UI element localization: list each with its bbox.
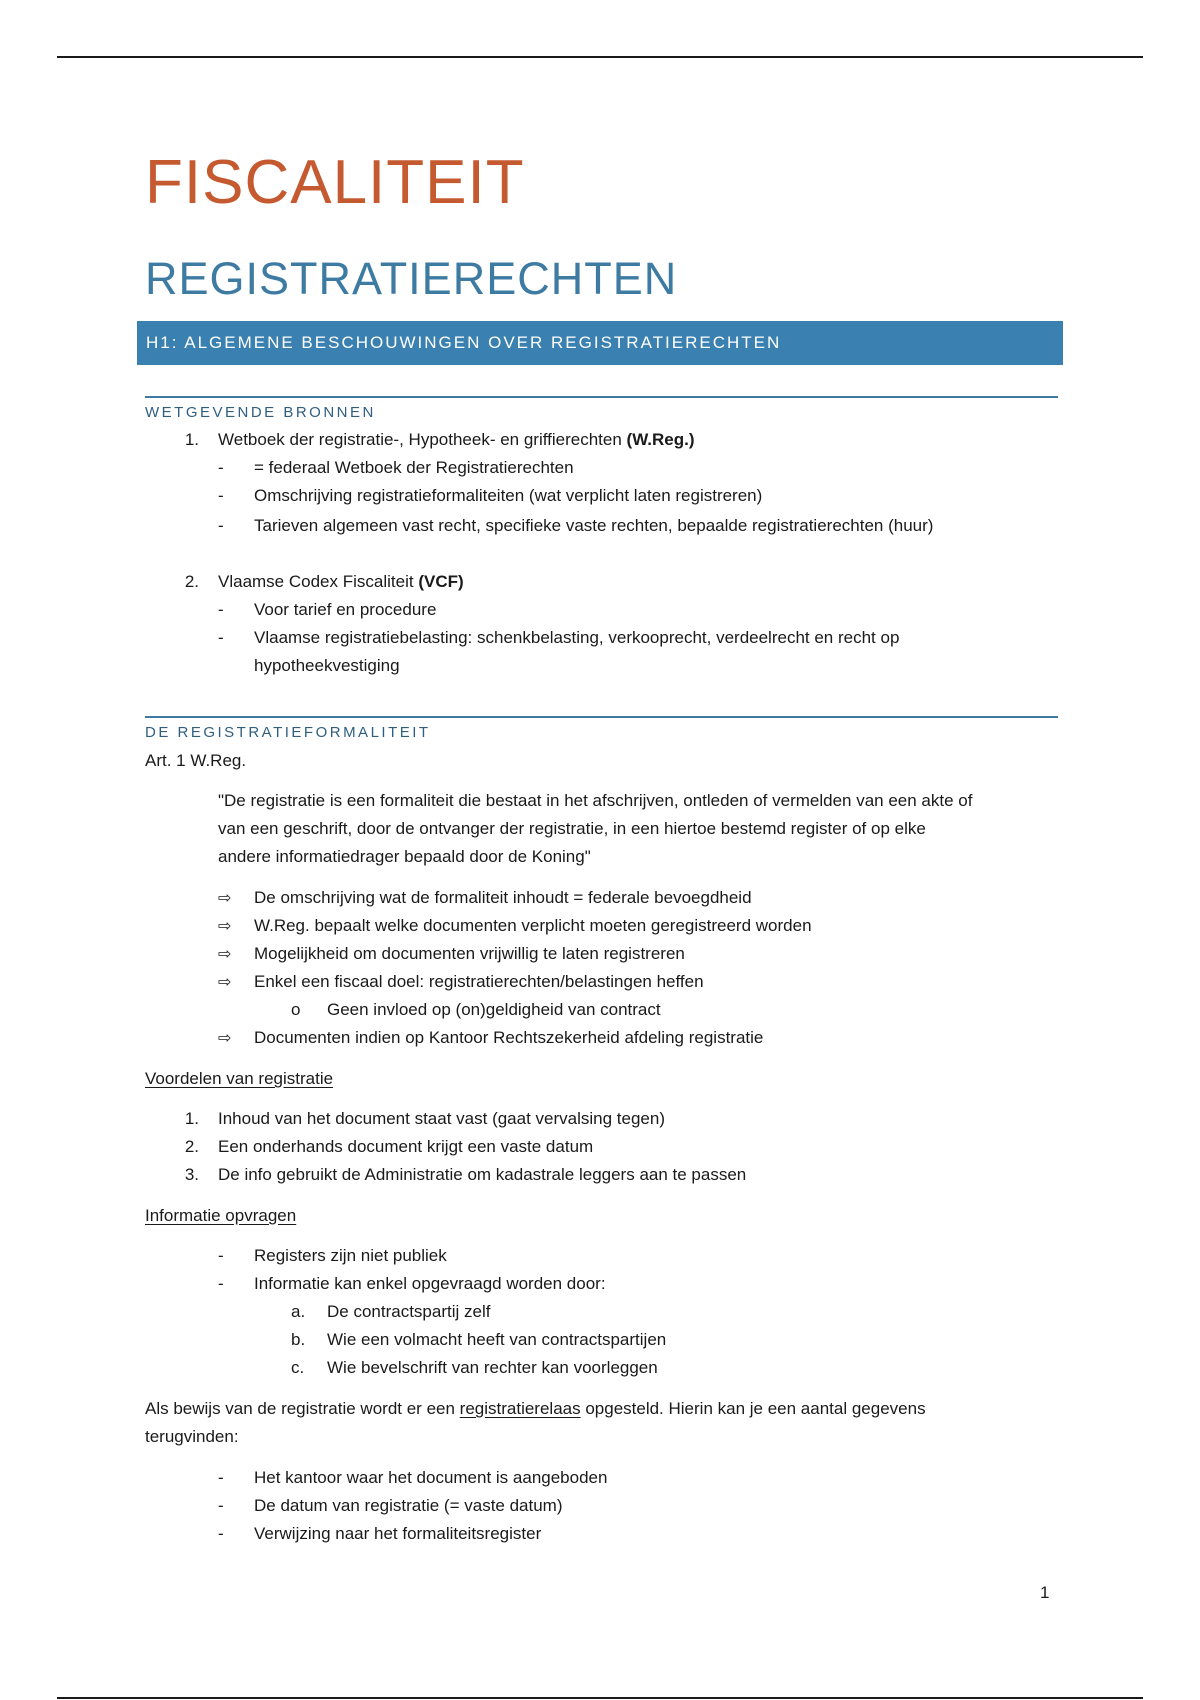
arrow-icon: ⇨ bbox=[218, 918, 232, 935]
dash-bullet-icon: - bbox=[218, 628, 224, 647]
arrow-text: De omschrijving wat de formaliteit inhoudt = federale bevoegdheid bbox=[254, 888, 752, 907]
list-item-text: De info gebruikt de Administratie om kadastrale leggers aan te passen bbox=[218, 1165, 747, 1184]
quote-line: "De registratie is een formaliteit die bestaat in het afschrijven, ontleden of vermelden van een akte of bbox=[218, 791, 973, 810]
source-name: Vlaamse Codex Fiscaliteit bbox=[218, 572, 419, 591]
list-number: 3. bbox=[184, 1165, 199, 1184]
source-abbreviation: (W.Reg.) bbox=[626, 430, 695, 449]
lettered-text: Wie bevelschrift van rechter kan voorleggen bbox=[327, 1358, 658, 1377]
dash-bullet-icon: - bbox=[218, 516, 224, 535]
document-title: FISCALITEIT bbox=[145, 148, 525, 217]
source-name: Wetboek der registratie-, Hypotheek- en griffierechten bbox=[218, 430, 627, 449]
arrow-icon: ⇨ bbox=[218, 946, 232, 963]
arrow-text: W.Reg. bepaalt welke documenten verplicht moeten geregistreerd worden bbox=[254, 916, 812, 935]
bullet-text: hypotheekvestiging bbox=[254, 656, 400, 675]
paragraph-line: terugvinden: bbox=[145, 1427, 239, 1446]
arrow-text: Documenten indien op Kantoor Rechtszekerheid afdeling registratie bbox=[254, 1028, 764, 1047]
circle-bullet-icon: o bbox=[291, 1000, 301, 1019]
bullet-text: Vlaamse registratiebelasting: schenkbelasting, verkooprecht, verdeelrecht en recht op bbox=[254, 628, 900, 647]
arrow-icon: ⇨ bbox=[218, 890, 232, 907]
list-number: 2. bbox=[184, 572, 199, 591]
page-top-rule bbox=[57, 56, 1143, 58]
quote-line: andere informatiedrager bepaald door de Koning" bbox=[218, 847, 591, 866]
bullet-text: De datum van registratie (= vaste datum) bbox=[254, 1496, 563, 1515]
registratierelaas-term: registratierelaas bbox=[459, 1399, 581, 1418]
source-abbreviation: (VCF) bbox=[418, 572, 464, 591]
subheading-voordelen: Voordelen van registratie bbox=[145, 1069, 334, 1088]
document-subtitle: REGISTRATIERECHTEN bbox=[145, 253, 678, 304]
dash-bullet-icon: - bbox=[218, 1246, 224, 1265]
bullet-text: Registers zijn niet publiek bbox=[254, 1246, 447, 1265]
dash-bullet-icon: - bbox=[218, 1468, 224, 1487]
list-item-text: Inhoud van het document staat vast (gaat vervalsing tegen) bbox=[218, 1109, 665, 1128]
paragraph-text: opgesteld. Hierin kan je een aantal gegevens bbox=[580, 1399, 926, 1418]
arrow-icon: ⇨ bbox=[218, 974, 232, 991]
paragraph-line bbox=[145, 1399, 926, 1419]
article-reference: Art. 1 W.Reg. bbox=[145, 751, 247, 770]
arrow-icon: ⇨ bbox=[218, 1030, 232, 1047]
dash-bullet-icon: - bbox=[218, 486, 224, 505]
list-letter: c. bbox=[291, 1358, 305, 1377]
paragraph-text: Als bewijs van de registratie wordt er een bbox=[145, 1399, 460, 1418]
list-item-text bbox=[218, 430, 695, 450]
sub-bullet-text: Geen invloed op (on)geldigheid van contract bbox=[327, 1000, 661, 1019]
arrow-text: Enkel een fiscaal doel: registratierechten/belastingen heffen bbox=[254, 972, 704, 991]
quote-line: van een geschrift, door de ontvanger der registratie, in een hiertoe bestemd register of op elke bbox=[218, 819, 926, 838]
lettered-text: Wie een volmacht heeft van contractspartijen bbox=[327, 1330, 667, 1349]
dash-bullet-icon: - bbox=[218, 1274, 224, 1293]
bullet-text: Tarieven algemeen vast recht, specifieke vaste rechten, bepaalde registratierechten (huur) bbox=[254, 516, 934, 535]
bullet-text: Informatie kan enkel opgevraagd worden door: bbox=[254, 1274, 606, 1293]
list-item-text: Een onderhands document krijgt een vaste datum bbox=[218, 1137, 594, 1156]
list-number: 1. bbox=[184, 1109, 199, 1128]
bullet-text: Voor tarief en procedure bbox=[254, 600, 437, 619]
subheading-informatie: Informatie opvragen bbox=[145, 1206, 297, 1225]
bullet-text: Omschrijving registratieformaliteiten (wat verplicht laten registreren) bbox=[254, 486, 763, 505]
dash-bullet-icon: - bbox=[218, 1496, 224, 1515]
list-number: 1. bbox=[184, 430, 199, 449]
lettered-text: De contractspartij zelf bbox=[327, 1302, 491, 1321]
arrow-text: Mogelijkheid om documenten vrijwillig te laten registreren bbox=[254, 944, 685, 963]
list-letter: b. bbox=[291, 1330, 306, 1349]
list-item-text bbox=[218, 572, 464, 592]
page-number: 1 bbox=[1040, 1583, 1050, 1602]
dash-bullet-icon: - bbox=[218, 1524, 224, 1543]
list-letter: a. bbox=[291, 1302, 306, 1321]
chapter-heading: H1: ALGEMENE BESCHOUWINGEN OVER REGISTRATIERECHTEN bbox=[137, 321, 1063, 365]
section-heading-wetgevende-bronnen: WETGEVENDE BRONNEN bbox=[145, 396, 1058, 421]
section-heading-registratieformaliteit: DE REGISTRATIEFORMALITEIT bbox=[145, 716, 1058, 741]
page-bottom-rule bbox=[57, 1697, 1143, 1699]
bullet-text: = federaal Wetboek der Registratierechten bbox=[254, 458, 574, 477]
dash-bullet-icon: - bbox=[218, 458, 224, 477]
dash-bullet-icon: - bbox=[218, 600, 224, 619]
list-number: 2. bbox=[184, 1137, 199, 1156]
bullet-text: Verwijzing naar het formaliteitsregister bbox=[254, 1524, 542, 1543]
bullet-text: Het kantoor waar het document is aangeboden bbox=[254, 1468, 608, 1487]
